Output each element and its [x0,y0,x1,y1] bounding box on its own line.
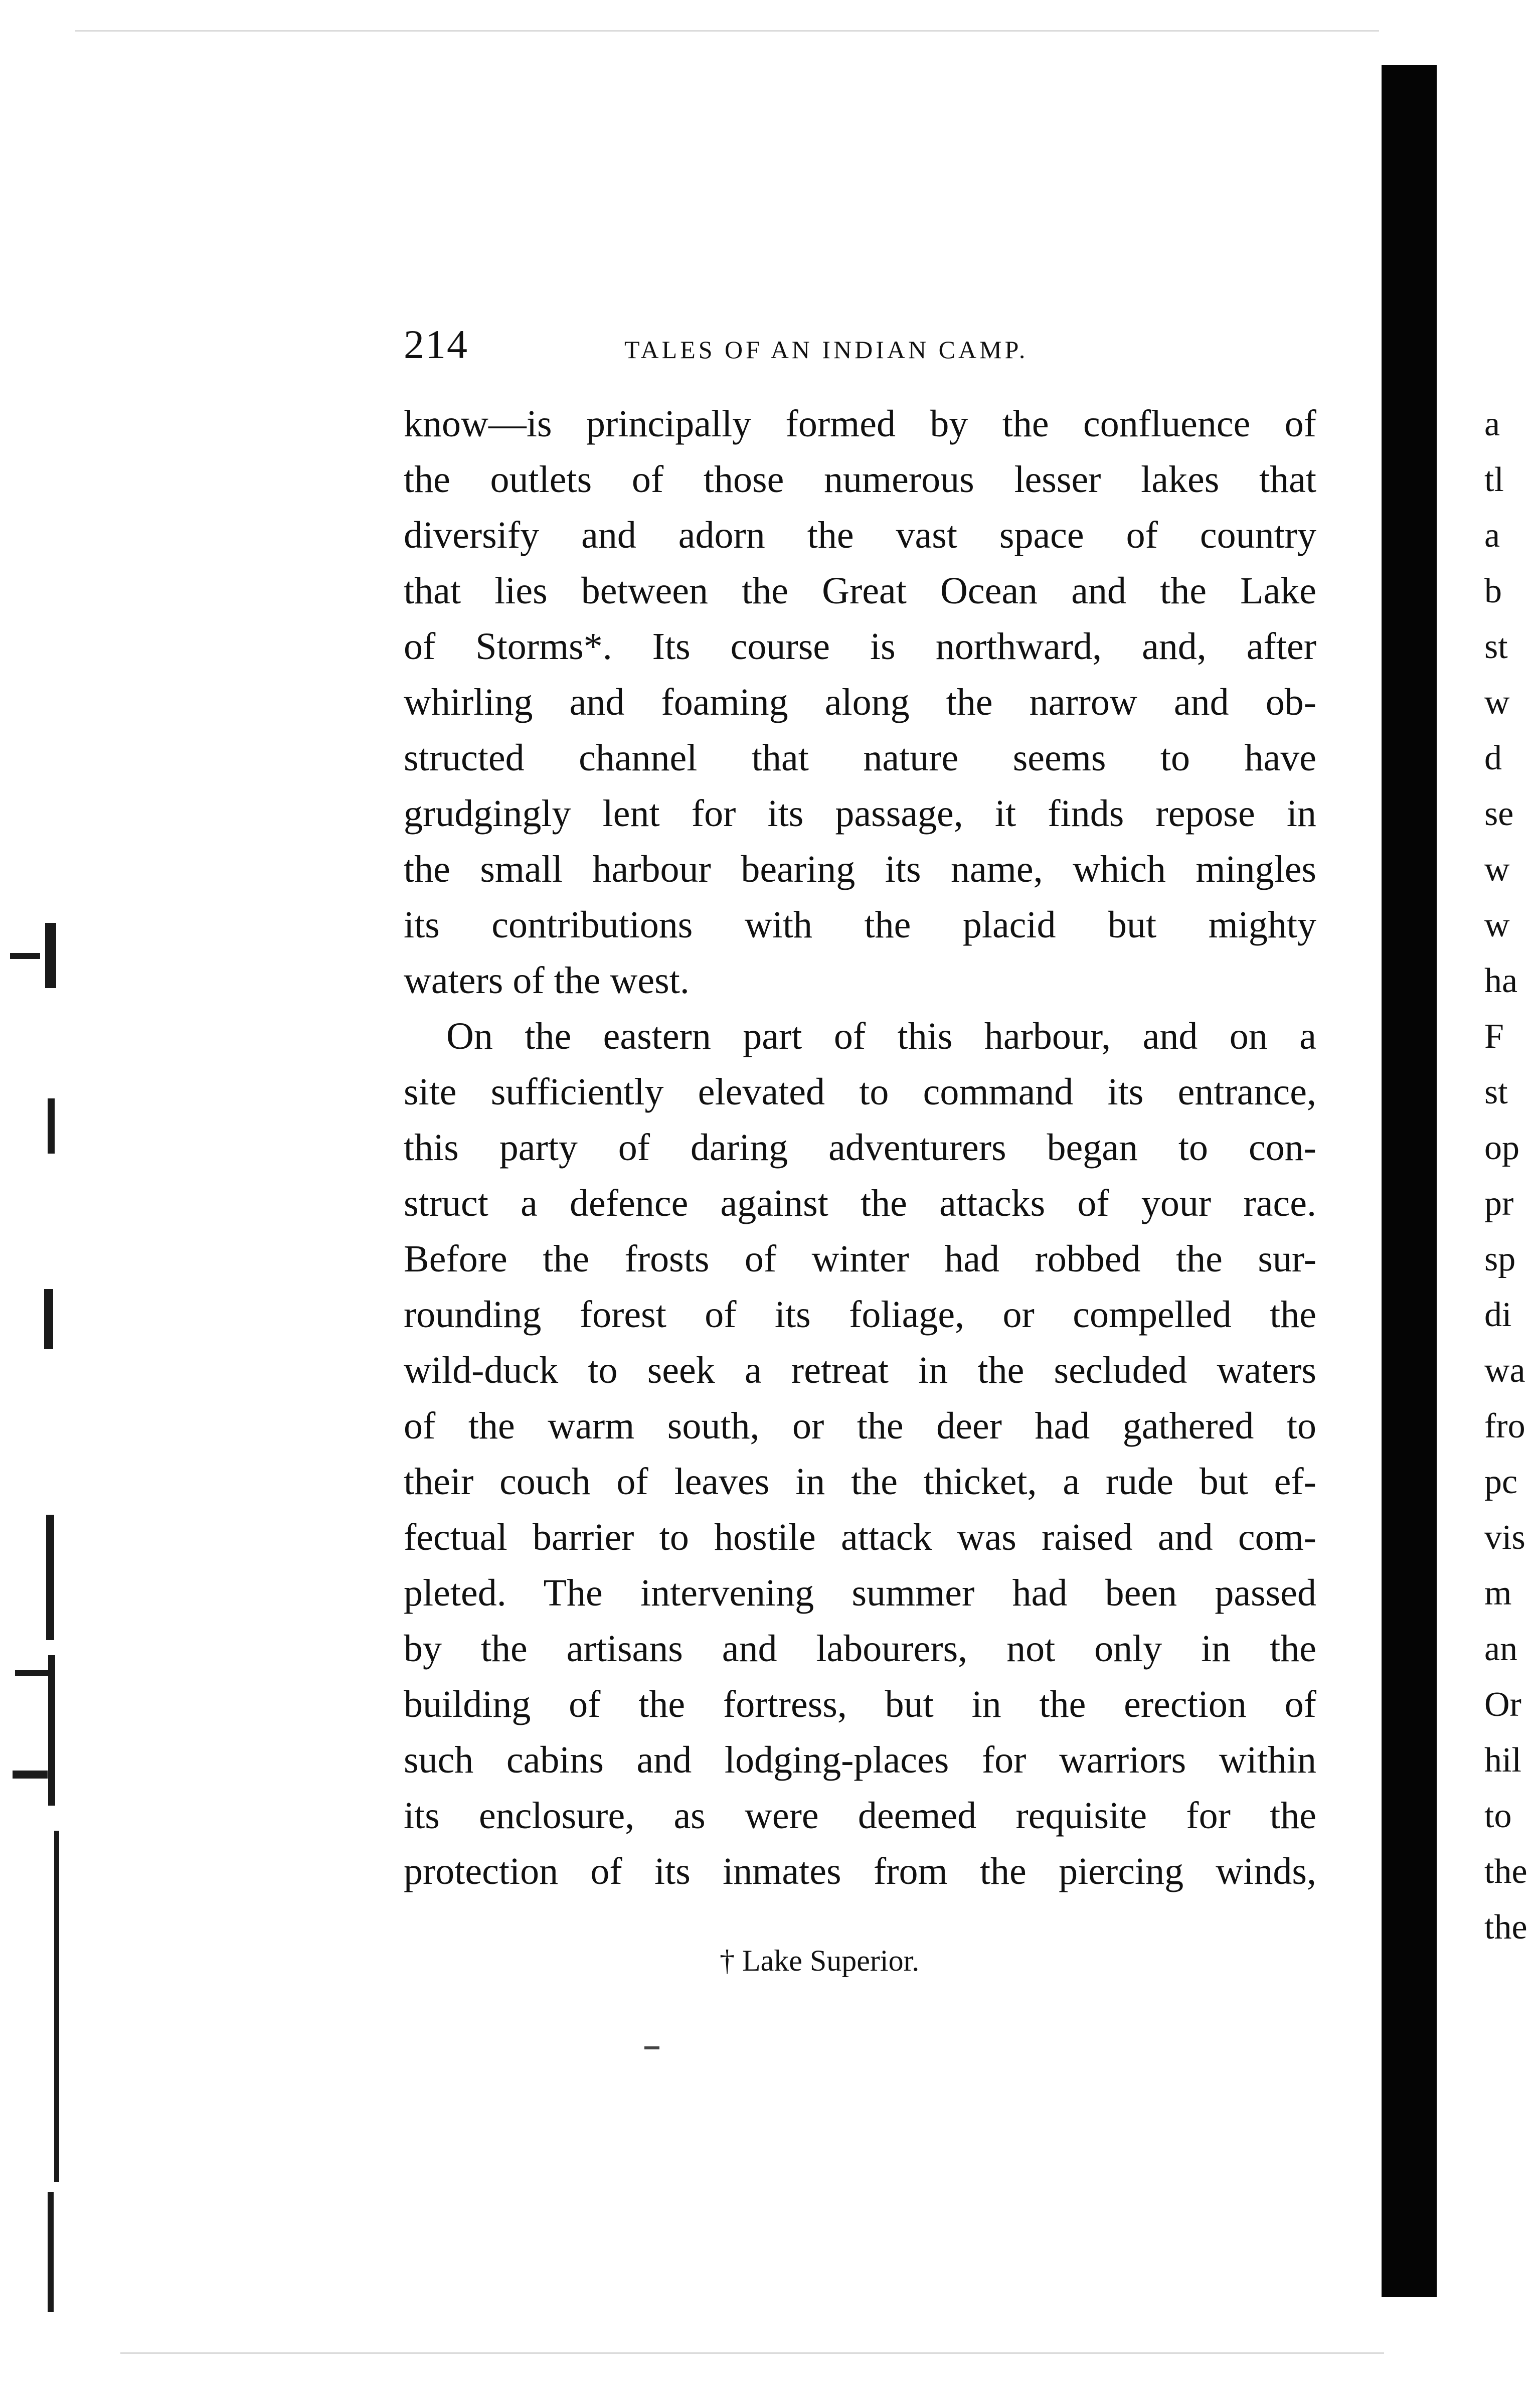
text-line: this party of daring adventurers began to con- [404,1127,1316,1169]
facing-fragment: op [1484,1129,1519,1167]
facing-fragment: m [1484,1574,1512,1613]
facing-fragment: hil [1484,1741,1521,1780]
facing-fragment: vis [1484,1518,1525,1557]
text-line: building of the fortress, but in the erection of [404,1683,1316,1725]
facing-fragment: sp [1484,1240,1516,1278]
text-line: the small harbour bearing its name, which mingles [404,848,1316,890]
facing-fragment: w [1484,906,1510,944]
facing-fragment: d [1484,739,1502,777]
text-line: its contributions with the placid but mighty [404,904,1316,946]
facing-fragment: w [1484,683,1510,722]
text-line: protection of its inmates from the piercing winds, [404,1850,1316,1892]
text-line: rounding forest of its foliage, or compelled the [404,1294,1316,1336]
page-number: 214 [404,322,468,367]
scan-mark [45,923,56,988]
scan-mark [46,1515,54,1640]
text-line: struct a defence against the attacks of your race. [404,1182,1316,1224]
footnote: † Lake Superior. [720,1944,920,1977]
facing-fragment: the [1484,1852,1527,1891]
footer-mark [644,2046,659,2049]
scan-mark [48,2192,54,2312]
text-line: waters of the west. [404,959,690,1002]
text-line: fectual barrier to hostile attack was raised and com- [404,1516,1316,1558]
facing-fragment: a [1484,405,1500,443]
text-line: site sufficiently elevated to command its entrance, [404,1071,1316,1113]
scan-mark [10,953,40,959]
text-line: Before the frosts of winter had robbed the sur- [404,1238,1316,1280]
scan-left-edge-artifacts [0,0,110,2408]
text-line: On the eastern part of this harbour, and on a [446,1015,1316,1057]
text-line: that lies between the Great Ocean and the Lake [404,570,1316,612]
facing-page-fragments [1484,396,1536,1955]
text-line: their couch of leaves in the thicket, a rude but ef- [404,1461,1316,1503]
scan-mark [15,1670,50,1676]
page-header [404,321,1321,381]
text-line: its enclosure, as were deemed requisite for the [404,1795,1316,1837]
text-line: such cabins and lodging-places for warriors within [404,1739,1316,1781]
scan-mark [54,1831,59,2182]
body-text [404,396,1316,1899]
text-line: diversify and adorn the vast space of country [404,514,1316,556]
text-line: know—is principally formed by the confluence of [404,403,1316,445]
running-head: TALES OF AN INDIAN CAMP. [624,336,1029,364]
scan-mark [13,1771,48,1779]
text-line: grudgingly lent for its passage, it finds repose in [404,792,1316,835]
facing-fragment: fro [1484,1407,1525,1446]
facing-fragment: ha [1484,961,1518,1000]
facing-fragment: wa [1484,1351,1525,1390]
text-line: of Storms*. Its course is northward, and, after [404,625,1316,668]
scan-bottom-edge [120,2352,1384,2354]
text-line: whirling and foaming along the narrow and ob- [404,681,1316,723]
facing-fragment: di [1484,1296,1512,1334]
facing-fragment: se [1484,794,1514,833]
scan-mark [44,1289,53,1349]
scan-top-edge [75,30,1379,32]
scan-mark [48,1098,55,1154]
binding-shadow [1382,65,1437,2297]
text-line: wild-duck to seek a retreat in the secluded waters [404,1349,1316,1391]
text-line: of the warm south, or the deer had gathered to [404,1405,1316,1447]
facing-fragment: b [1484,572,1502,610]
facing-fragment: to [1484,1797,1512,1835]
text-line: pleted. The intervening summer had been passed [404,1572,1316,1614]
facing-fragment: an [1484,1630,1518,1668]
facing-fragment: pc [1484,1463,1518,1501]
facing-fragment: w [1484,850,1510,889]
text-line: the outlets of those numerous lesser lakes that [404,458,1316,501]
facing-fragment: tl [1484,460,1504,499]
facing-fragment: st [1484,1073,1508,1111]
facing-fragment: the [1484,1908,1527,1947]
facing-fragment: pr [1484,1184,1514,1223]
facing-fragment: F [1484,1017,1504,1056]
facing-fragment: a [1484,516,1500,555]
text-line: structed channel that nature seems to have [404,737,1316,779]
text-line: by the artisans and labourers, not only in the [404,1628,1316,1670]
scan-mark [48,1655,55,1806]
facing-fragment: Or [1484,1685,1521,1724]
facing-fragment: st [1484,627,1508,666]
